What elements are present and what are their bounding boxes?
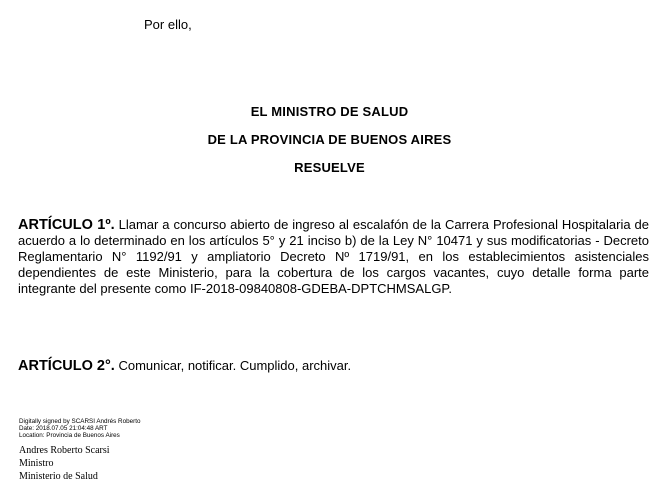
signer-organization: Ministerio de Salud <box>19 471 98 482</box>
signature-signed-by: Digitally signed by SCARSI Andrés Roberto <box>19 418 141 425</box>
heading-resolves: RESUELVE <box>294 160 365 175</box>
article-2-text: Comunicar, notificar. Cumplido, archivar. <box>118 358 352 373</box>
article-1-text: Llamar a concurso abierto de ingreso al escalafón de la Carrera Profesional Hospitalaria de acuerdo a lo determinado en los artículos 5° y 21 inciso b) de la Ley N° 10471 y sus modificatorias - Decreto Reglamentario N° 1192/91 y ampliatorio Decreto Nº 1719/91, en los establecimientos asistenciales dependientes de este Ministerio, para la cobertura de los cargos vacantes, cuyo detalle forma parte integrante del presente como IF-2018-09840808-GDEBA-DPTCHMSALGP. <box>18 217 649 296</box>
heading-minister: EL MINISTRO DE SALUD <box>250 104 409 119</box>
article-2-label: ARTÍCULO 2°. <box>18 358 115 374</box>
heading-province: DE LA PROVINCIA DE BUENOS AIRES <box>207 132 452 147</box>
article-1 <box>18 217 649 297</box>
article-2 <box>18 358 649 374</box>
article-1-label: ARTÍCULO 1º. <box>18 217 115 233</box>
intro-text: Por ello, <box>144 17 192 32</box>
signer-block <box>19 444 110 483</box>
signer-title: Ministro <box>19 458 54 469</box>
signature-location: Location: Provincia de Buenos Aires <box>19 432 120 439</box>
digital-signature-stamp <box>19 418 140 439</box>
signature-date: Date: 2018.07.05 21:04:48 ART <box>19 425 108 432</box>
signer-name: Andres Roberto Scarsi <box>19 445 110 456</box>
